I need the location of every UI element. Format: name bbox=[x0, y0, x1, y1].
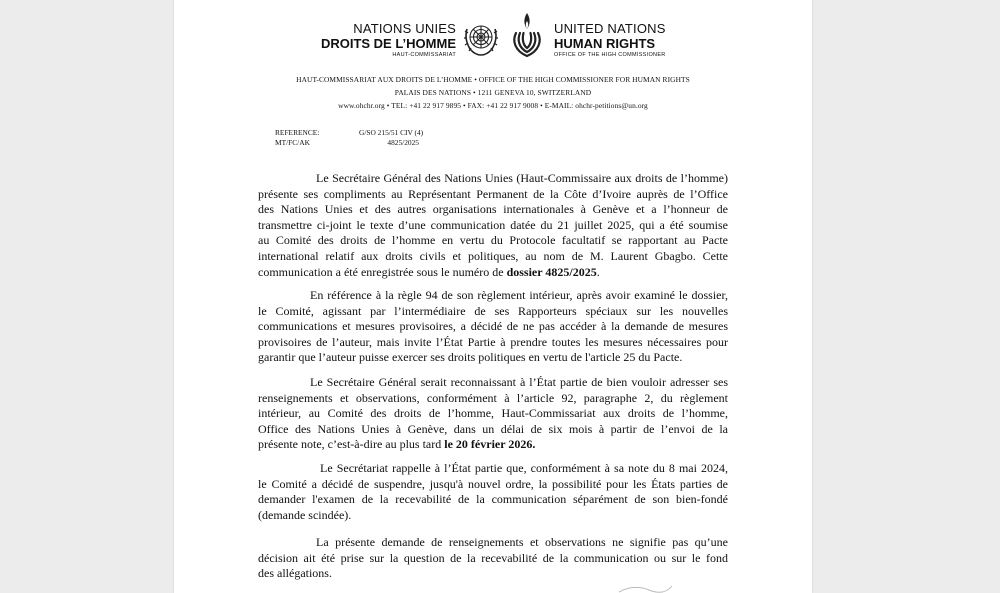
paragraph-text: communication a été enregistrée sous le numéro de bbox=[258, 264, 507, 279]
paragraph-transmittal bbox=[258, 171, 728, 280]
deadline-date: le 20 février 2026. bbox=[444, 437, 536, 452]
address-line2: PALAIS DES NATIONS • 1211 GENEVA 10, SWITZERLAND bbox=[394, 88, 592, 97]
stamp-mark-icon bbox=[614, 582, 674, 593]
paragraph-line: des Nations Unies et des autres organisations internationales à Genève et a l’honneur de bbox=[258, 202, 728, 217]
paragraph-line: (demande scindée). bbox=[258, 507, 352, 522]
human-rights-emblem-icon bbox=[506, 11, 548, 59]
un-emblem-icon bbox=[461, 19, 501, 59]
paragraph-line: le Comité, agissant par l’intermédiaire de ses Rapporteurs spéciaux sur les nouvelles bbox=[258, 303, 728, 318]
paragraph-line: international relatif aux droits civils et politiques, au nom de M. Laurent Gbagbo. Cette bbox=[258, 248, 728, 263]
paragraph-line: décision ait été prise sur la question de la recevabilité de la communication ou sur le fond bbox=[258, 550, 728, 565]
paragraph-line bbox=[258, 265, 728, 281]
letterhead-right-line2: HUMAN RIGHTS bbox=[554, 36, 656, 51]
address-line3: www.ohchr.org • TEL: +41 22 917 9895 • FAX: +41 22 917 9008 • E-MAIL: ohchr-petitions@un.org bbox=[338, 101, 648, 110]
letterhead bbox=[174, 10, 812, 56]
paragraph-line: garantir que l’auteur puisse exercer ses droits politiques en vertu de l'article 25 du Pacte. bbox=[258, 350, 683, 365]
case-reference: dossier 4825/2025 bbox=[506, 264, 597, 279]
paragraph-text: . bbox=[596, 264, 600, 279]
letterhead-left-line1: NATIONS UNIES bbox=[353, 21, 456, 36]
reference-initials: MT/FC/AK bbox=[275, 138, 310, 147]
case-number: 4825/2025 bbox=[387, 138, 419, 147]
paragraph-line: présente ses compliments au Représentant Permanent de la Côte d’Ivoire auprès de l’Office bbox=[258, 186, 728, 201]
paragraph-line: Le Secrétaire Général des Nations Unies (Haut-Commissaire aux droits de l’homme) bbox=[316, 171, 728, 185]
reference-value: G/SO 215/51 CIV (4) bbox=[359, 128, 424, 137]
letterhead-english bbox=[554, 22, 666, 59]
paragraph-line: Le Secrétaire Général serait reconnaissant à l’État partie de bien vouloir adresser ses bbox=[310, 375, 728, 389]
paragraph-line: Office des Nations Unies à Genève, dans un délai de six mois à partir de l’envoi de la bbox=[258, 421, 728, 436]
letterhead-french bbox=[321, 22, 456, 59]
paragraph-line: des allégations. bbox=[258, 566, 332, 581]
paragraph-line: transmettre ci-joint le texte d’une communication datée du 21 juillet 2025, qui a été soumise bbox=[258, 217, 728, 232]
paragraph-line: renseignements et observations, conformément à l’article 92, paragraphe 2, du règlement bbox=[258, 390, 728, 405]
paragraph-deadline bbox=[258, 375, 728, 453]
address-block bbox=[174, 73, 812, 112]
letterhead-right-line3: OFFICE OF THE HIGH COMMISSIONER bbox=[554, 52, 666, 58]
paragraph-line: le Comité a décidé de suspendre, jusqu'à nouvel ordre, la possibilité pour les États parties de bbox=[258, 476, 728, 491]
paragraph-disclaimer bbox=[258, 535, 728, 582]
address-line1: HAUT-COMMISSARIAT AUX DROITS DE L’HOMME • OFFICE OF THE HIGH COMMISSIONER FOR HUMAN RIGHTS bbox=[296, 75, 690, 84]
reference-label: REFERENCE: bbox=[275, 128, 320, 137]
letterhead-left-line3: HAUT-COMMISSARIAT bbox=[392, 52, 456, 58]
paragraph-interim-measures bbox=[258, 288, 728, 366]
paragraph-text: présente note, c’est-à-dire au plus tard bbox=[258, 437, 445, 452]
letterhead-left-line2: DROITS DE L’HOMME bbox=[320, 36, 456, 51]
paragraph-admissibility bbox=[258, 461, 728, 523]
letterhead-right-line1: UNITED NATIONS bbox=[554, 21, 666, 36]
paragraph-line: Le Secrétariat rappelle à l’État partie que, conformément à sa note du 8 mai 2024, bbox=[320, 461, 728, 475]
paragraph-line: au Comité des droits de l’homme en vertu du Protocole facultatif se rapportant au Pacte bbox=[258, 233, 728, 248]
paragraph-line: demander l'examen de la recevabilité de la communication séparément de son bien-fondé bbox=[258, 492, 728, 507]
paragraph-line: intérieur, au Comité des droits de l’homme, Haut-Commissariat aux droits de l’homme, bbox=[258, 406, 728, 421]
paragraph-line: communications et mesures provisoires, a décidé de ne pas accéder à la demande de mesures bbox=[258, 319, 728, 334]
document-page bbox=[174, 0, 812, 593]
paragraph-line: En référence à la règle 94 de son règlement intérieur, après avoir examiné le dossier, bbox=[310, 288, 728, 302]
paragraph-line bbox=[258, 437, 728, 453]
paragraph-line: provisoires de l’auteur, mais invite l’État Partie à prendre toutes les mesures nécessaires pour bbox=[258, 334, 728, 349]
paragraph-line: La présente demande de renseignements et observations ne signifie pas qu’une bbox=[316, 535, 728, 549]
